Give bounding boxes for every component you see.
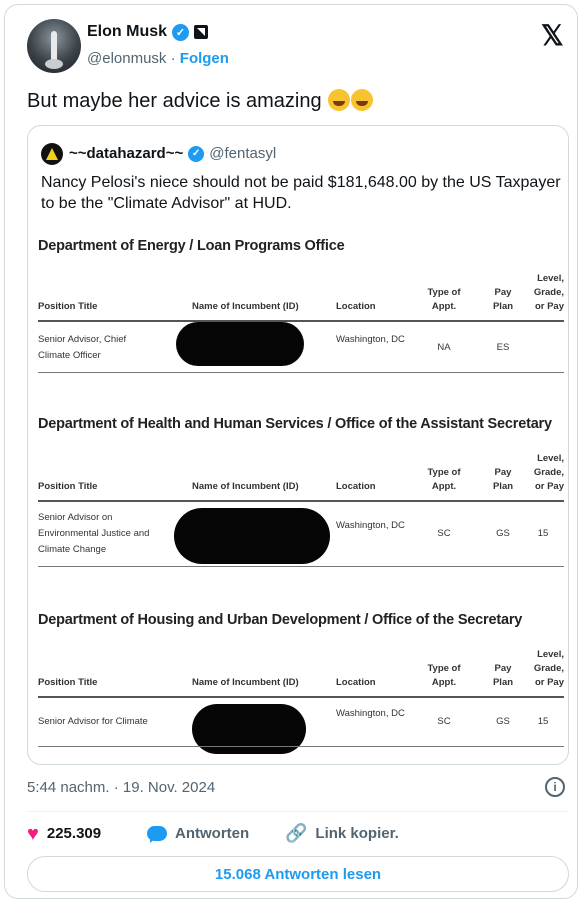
heart-icon: ♥ bbox=[27, 822, 39, 845]
table-rule bbox=[38, 696, 564, 698]
cell-position: Senior Advisor on Environmental Justice and Climate Change bbox=[38, 512, 150, 555]
col-level-header: Level, Grade, or Pay bbox=[533, 273, 564, 312]
rolling-laughing-emoji-icon bbox=[351, 89, 373, 111]
table-rule bbox=[38, 320, 564, 322]
author-avatar[interactable] bbox=[27, 19, 81, 73]
link-icon: 🔗 bbox=[285, 823, 308, 843]
author-name[interactable]: Elon Musk bbox=[87, 23, 168, 40]
cell-location: Washington, DC bbox=[336, 708, 405, 719]
table-rule bbox=[38, 372, 564, 373]
col-position: Position Title bbox=[38, 677, 98, 688]
col-location: Location bbox=[336, 677, 376, 688]
reply-label: Antworten bbox=[175, 825, 250, 842]
reply-button[interactable] bbox=[147, 825, 285, 842]
tweet-body: But maybe her advice is amazing bbox=[27, 90, 322, 112]
action-bar bbox=[27, 823, 399, 844]
author-name-row bbox=[87, 23, 208, 41]
col-location: Location bbox=[336, 481, 376, 492]
cell-location: Washington, DC bbox=[336, 520, 405, 531]
quoted-author-avatar bbox=[41, 143, 63, 165]
author-handle-row bbox=[87, 50, 229, 67]
col-type: Type of Appt. bbox=[427, 287, 461, 312]
x-logo-icon[interactable]: 𝕏 bbox=[541, 20, 564, 51]
col-position: Position Title bbox=[38, 301, 98, 312]
separator: · bbox=[170, 50, 176, 67]
quoted-tweet-text: Nancy Pelosi's niece should not be paid $181,648.00 by the US Taxpayer to be the "Climate Advisor" at HUD. bbox=[41, 174, 561, 212]
cell-type: NA bbox=[437, 342, 451, 353]
copy-link-button[interactable] bbox=[285, 823, 399, 844]
affiliation-icon[interactable] bbox=[194, 25, 208, 39]
reply-bubble-icon bbox=[147, 826, 167, 841]
redaction-mark bbox=[176, 322, 304, 366]
col-incumbent: Name of Incumbent (ID) bbox=[192, 677, 299, 688]
section-title: Department of Energy / Loan Programs Office bbox=[38, 238, 345, 254]
col-level-header: Level, Grade, or Pay bbox=[533, 649, 564, 688]
rocket-graphic bbox=[51, 31, 57, 61]
col-incumbent: Name of Incumbent (ID) bbox=[192, 481, 299, 492]
rocket-smoke-graphic bbox=[45, 59, 63, 69]
cell-payplan: GS bbox=[496, 716, 510, 727]
like-count: 225.309 bbox=[46, 825, 102, 842]
verified-badge-icon: ✓ bbox=[188, 146, 204, 162]
table-rule bbox=[38, 566, 564, 567]
follow-button[interactable]: Folgen bbox=[179, 50, 229, 67]
section-title: Department of Health and Human Services / Office of the Assistant Secretary bbox=[38, 416, 552, 432]
cell-level: 15 bbox=[537, 716, 549, 727]
tweet-text bbox=[27, 89, 373, 113]
verified-badge-icon: ✓ bbox=[172, 24, 189, 41]
col-location: Location bbox=[336, 301, 376, 312]
author-handle[interactable]: @elonmusk bbox=[87, 50, 167, 67]
cell-position: Senior Advisor, Chief Climate Officer bbox=[38, 334, 127, 361]
divider bbox=[27, 811, 569, 812]
col-payplan: Pay Plan bbox=[492, 467, 514, 492]
table-rule bbox=[38, 500, 564, 502]
cell-position: Senior Advisor for Climate bbox=[38, 716, 148, 727]
copy-link-label: Link kopier. bbox=[315, 825, 399, 842]
cell-type: SC bbox=[437, 716, 451, 727]
like-button[interactable] bbox=[27, 824, 147, 844]
quoted-author-row bbox=[69, 145, 276, 162]
col-position: Position Title bbox=[38, 481, 98, 492]
read-replies-button[interactable]: 15.068 Antworten lesen bbox=[27, 856, 569, 892]
cell-level: 15 bbox=[537, 528, 549, 539]
col-type: Type of Appt. bbox=[427, 467, 461, 492]
cell-location: Washington, DC bbox=[336, 334, 405, 345]
quoted-author-name: ~~datahazard~~ bbox=[69, 145, 184, 162]
col-type: Type of Appt. bbox=[427, 663, 461, 688]
col-payplan: Pay Plan bbox=[492, 663, 514, 688]
cell-type: SC bbox=[437, 528, 451, 539]
info-icon[interactable]: i bbox=[545, 777, 565, 797]
rolling-laughing-emoji-icon bbox=[328, 89, 350, 111]
cell-payplan: GS bbox=[496, 528, 510, 539]
post-timestamp[interactable]: 5:44 nachm. · 19. Nov. 2024 bbox=[27, 779, 216, 796]
document-image[interactable] bbox=[34, 226, 566, 761]
post-card bbox=[4, 4, 578, 899]
cell-payplan: ES bbox=[496, 342, 510, 353]
section-title: Department of Housing and Urban Development / Office of the Secretary bbox=[38, 612, 523, 628]
col-payplan: Pay Plan bbox=[492, 287, 514, 312]
col-incumbent: Name of Incumbent (ID) bbox=[192, 301, 299, 312]
table-rule bbox=[38, 746, 564, 747]
col-level-header: Level, Grade, or Pay bbox=[533, 453, 564, 492]
redaction-mark bbox=[174, 508, 330, 564]
quoted-author-handle: @fentasyl bbox=[209, 145, 277, 162]
quoted-tweet[interactable] bbox=[27, 125, 569, 765]
